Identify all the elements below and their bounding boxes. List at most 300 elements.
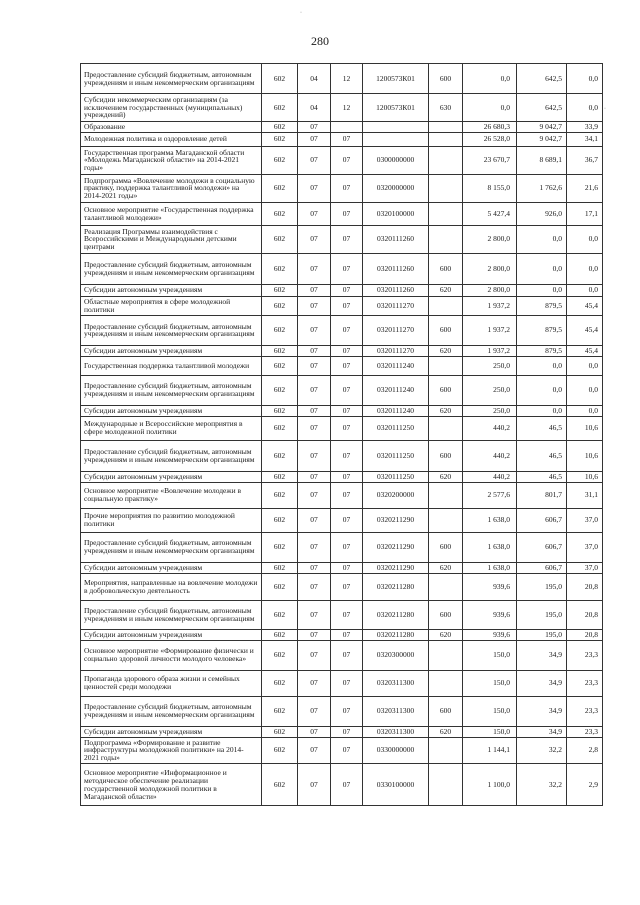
cell-section: 07 (298, 471, 331, 482)
cell-subsection: 07 (331, 471, 363, 482)
table-row (81, 122, 603, 133)
cell-section: 07 (298, 253, 331, 284)
cell-col2: 34,9 (517, 640, 567, 670)
cell-target: 0320211280 (363, 600, 429, 629)
cell-target: 0320111250 (363, 416, 429, 440)
cell-section: 04 (298, 94, 331, 122)
cell-section: 07 (298, 508, 331, 532)
page-number: 280 (311, 34, 329, 48)
cell-section: 07 (298, 405, 331, 416)
cell-col2: 606,7 (517, 562, 567, 573)
cell-expense-type (429, 146, 463, 174)
cell-col1: 150,0 (463, 726, 517, 737)
cell-col2: 34,9 (517, 670, 567, 696)
cell-col1: 26 528,0 (463, 132, 517, 146)
table-row (81, 737, 603, 764)
cell-subsection: 07 (331, 764, 363, 806)
cell-target: 0320211280 (363, 573, 429, 600)
cell-col3: 0,0 (567, 405, 603, 416)
cell-col3: 10,6 (567, 440, 603, 471)
cell-ministry: 602 (262, 696, 298, 726)
cell-col1: 1 100,0 (463, 764, 517, 806)
cell-subsection: 07 (331, 202, 363, 225)
cell-subsection: 07 (331, 132, 363, 146)
table-row (81, 284, 603, 296)
cell-expense-type (429, 225, 463, 253)
cell-subsection: 07 (331, 600, 363, 629)
cell-col3: 23,3 (567, 670, 603, 696)
cell-target: 0320111250 (363, 440, 429, 471)
cell-col2: 46,5 (517, 440, 567, 471)
cell-expense-type (429, 737, 463, 764)
cell-name: Государственная программа Магаданской области «Молодежь Магаданской области» на 2014-2021 годы» (81, 146, 262, 174)
cell-ministry: 602 (262, 471, 298, 482)
cell-section: 07 (298, 482, 331, 508)
cell-name: Субсидии автономным учреждениям (81, 562, 262, 573)
cell-expense-type (429, 640, 463, 670)
cell-subsection: 07 (331, 174, 363, 202)
cell-expense-type: 600 (429, 253, 463, 284)
cell-target: 1200573К01 (363, 64, 429, 94)
cell-col1: 8 155,0 (463, 174, 517, 202)
cell-name: Субсидии некоммерческим организациям (за исключением государственных (муниципальных) учреждений) (81, 94, 262, 122)
table-row (81, 482, 603, 508)
table-row (81, 696, 603, 726)
cell-name: Предоставление субсидий бюджетным, автономным учреждениям и иным некоммерческим организациям (81, 440, 262, 471)
table-row (81, 600, 603, 629)
cell-ministry: 602 (262, 225, 298, 253)
cell-col2: 195,0 (517, 629, 567, 640)
cell-col2: 642,5 (517, 64, 567, 94)
cell-col1: 440,2 (463, 440, 517, 471)
cell-subsection: 07 (331, 508, 363, 532)
cell-name: Предоставление субсидий бюджетным, автономным учреждениям и иным некоммерческим организациям (81, 315, 262, 345)
cell-col2: 46,5 (517, 416, 567, 440)
cell-section: 07 (298, 174, 331, 202)
cell-col2: 34,9 (517, 726, 567, 737)
cell-col3: 0,0 (567, 64, 603, 94)
cell-col2: 46,5 (517, 471, 567, 482)
cell-expense-type (429, 296, 463, 315)
cell-ministry: 602 (262, 482, 298, 508)
cell-col1: 26 680,3 (463, 122, 517, 133)
table-row (81, 405, 603, 416)
cell-expense-type: 600 (429, 532, 463, 562)
cell-section: 07 (298, 345, 331, 356)
cell-name: Субсидии автономным учреждениям (81, 284, 262, 296)
cell-name: Предоставление субсидий бюджетным, автономным учреждениям и иным некоммерческим организациям (81, 696, 262, 726)
cell-col2: 0,0 (517, 225, 567, 253)
table-row (81, 202, 603, 225)
cell-name: Реализация Программы взаимодействия с Всероссийскими и Международными детскими центрами (81, 225, 262, 253)
cell-target: 0320111250 (363, 471, 429, 482)
cell-target: 0320311300 (363, 670, 429, 696)
cell-col3: 0,0 (567, 356, 603, 375)
cell-section: 07 (298, 416, 331, 440)
cell-target: 0320211290 (363, 562, 429, 573)
cell-name: Предоставление субсидий бюджетным, автономным учреждениям и иным некоммерческим организациям (81, 375, 262, 405)
cell-section: 07 (298, 356, 331, 375)
cell-col1: 250,0 (463, 356, 517, 375)
cell-ministry: 602 (262, 416, 298, 440)
cell-ministry: 602 (262, 315, 298, 345)
cell-section: 07 (298, 532, 331, 562)
cell-col2: 34,9 (517, 696, 567, 726)
cell-col3: 45,4 (567, 345, 603, 356)
cell-col2: 926,0 (517, 202, 567, 225)
cell-section: 07 (298, 600, 331, 629)
table-row (81, 253, 603, 284)
cell-col3: 34,1 (567, 132, 603, 146)
cell-target: 0330000000 (363, 737, 429, 764)
budget-table (80, 63, 603, 806)
cell-name: Государственная поддержка талантливой молодежи (81, 356, 262, 375)
cell-target: 0320211290 (363, 532, 429, 562)
table-row (81, 94, 603, 122)
cell-col3: 20,8 (567, 600, 603, 629)
cell-subsection: 07 (331, 726, 363, 737)
cell-subsection: 07 (331, 296, 363, 315)
cell-name: Образование (81, 122, 262, 133)
cell-name: Предоставление субсидий бюджетным, автономным учреждениям и иным некоммерческим организациям (81, 532, 262, 562)
cell-col1: 1 144,1 (463, 737, 517, 764)
cell-ministry: 602 (262, 726, 298, 737)
cell-col3: 21,6 (567, 174, 603, 202)
cell-target: 0320111240 (363, 405, 429, 416)
table-row (81, 508, 603, 532)
cell-section: 07 (298, 764, 331, 806)
cell-ministry: 602 (262, 375, 298, 405)
cell-col1: 1 638,0 (463, 532, 517, 562)
cell-target: 0320311300 (363, 696, 429, 726)
cell-target: 1200573К01 (363, 94, 429, 122)
cell-ministry: 602 (262, 440, 298, 471)
cell-section: 07 (298, 562, 331, 573)
cell-subsection: 07 (331, 696, 363, 726)
cell-col3: 45,4 (567, 315, 603, 345)
cell-col2: 0,0 (517, 284, 567, 296)
cell-subsection: 07 (331, 640, 363, 670)
table-row (81, 345, 603, 356)
table-row (81, 64, 603, 94)
cell-expense-type: 600 (429, 696, 463, 726)
cell-expense-type: 620 (429, 562, 463, 573)
cell-target: 0300000000 (363, 146, 429, 174)
cell-col2: 195,0 (517, 600, 567, 629)
cell-col2: 879,5 (517, 345, 567, 356)
cell-subsection: 07 (331, 284, 363, 296)
table-row (81, 471, 603, 482)
cell-ministry: 602 (262, 94, 298, 122)
cell-ministry: 602 (262, 253, 298, 284)
table-row (81, 726, 603, 737)
cell-ministry: 602 (262, 573, 298, 600)
cell-section: 07 (298, 284, 331, 296)
cell-name: Предоставление субсидий бюджетным, автономным учреждениям и иным некоммерческим организациям (81, 253, 262, 284)
cell-ministry: 602 (262, 532, 298, 562)
cell-target: 0320200000 (363, 482, 429, 508)
cell-ministry: 602 (262, 670, 298, 696)
cell-ministry: 602 (262, 508, 298, 532)
cell-expense-type: 600 (429, 64, 463, 94)
cell-target: 0320311300 (363, 726, 429, 737)
cell-expense-type (429, 508, 463, 532)
cell-col3: 37,0 (567, 532, 603, 562)
cell-target: 0320000000 (363, 174, 429, 202)
cell-col2: 606,7 (517, 532, 567, 562)
cell-col1: 1 638,0 (463, 508, 517, 532)
cell-expense-type (429, 573, 463, 600)
cell-col2: 879,5 (517, 315, 567, 345)
cell-col1: 939,6 (463, 573, 517, 600)
cell-ministry: 602 (262, 562, 298, 573)
cell-expense-type: 620 (429, 284, 463, 296)
table-row (81, 146, 603, 174)
table-row (81, 764, 603, 806)
cell-expense-type: 620 (429, 345, 463, 356)
table-row (81, 670, 603, 696)
cell-expense-type (429, 416, 463, 440)
cell-col1: 1 937,2 (463, 296, 517, 315)
cell-subsection: 07 (331, 562, 363, 573)
cell-col3: 17,1 (567, 202, 603, 225)
table-body (81, 64, 603, 806)
cell-col1: 2 800,0 (463, 225, 517, 253)
cell-section: 07 (298, 202, 331, 225)
cell-col3: 0,0 (567, 253, 603, 284)
cell-col1: 1 937,2 (463, 345, 517, 356)
cell-subsection: 12 (331, 64, 363, 94)
cell-subsection: 07 (331, 253, 363, 284)
cell-ministry: 602 (262, 345, 298, 356)
cell-col2: 32,2 (517, 737, 567, 764)
cell-section: 07 (298, 146, 331, 174)
cell-col3: 2,8 (567, 737, 603, 764)
table-row (81, 440, 603, 471)
cell-col2: 606,7 (517, 508, 567, 532)
cell-col3: 23,3 (567, 640, 603, 670)
cell-target: 0320211290 (363, 508, 429, 532)
cell-col3: 37,0 (567, 508, 603, 532)
cell-col3: 45,4 (567, 296, 603, 315)
cell-col1: 939,6 (463, 629, 517, 640)
cell-subsection: 07 (331, 573, 363, 600)
cell-name: Прочие мероприятия по развитию молодежной политики (81, 508, 262, 532)
cell-name: Молодежная политика и оздоровление детей (81, 132, 262, 146)
cell-col1: 0,0 (463, 64, 517, 94)
cell-subsection: 07 (331, 629, 363, 640)
cell-expense-type: 600 (429, 315, 463, 345)
cell-name: Пропаганда здорового образа жизни и семейных ценностей среди молодежи (81, 670, 262, 696)
cell-col3: 10,6 (567, 471, 603, 482)
cell-col1: 5 427,4 (463, 202, 517, 225)
cell-ministry: 602 (262, 296, 298, 315)
cell-ministry: 602 (262, 202, 298, 225)
table-row (81, 629, 603, 640)
cell-section: 07 (298, 375, 331, 405)
cell-ministry: 602 (262, 737, 298, 764)
cell-name: Субсидии автономным учреждениям (81, 471, 262, 482)
cell-col2: 0,0 (517, 375, 567, 405)
cell-target: 0320100000 (363, 202, 429, 225)
cell-subsection (331, 122, 363, 133)
cell-expense-type (429, 122, 463, 133)
cell-col2: 1 762,6 (517, 174, 567, 202)
cell-target: 0320111270 (363, 345, 429, 356)
cell-col3: 2,9 (567, 764, 603, 806)
cell-name: Основное мероприятие «Вовлечение молодежи в социальную практику» (81, 482, 262, 508)
cell-col1: 2 800,0 (463, 284, 517, 296)
cell-col1: 250,0 (463, 375, 517, 405)
cell-section: 07 (298, 573, 331, 600)
cell-name: Предоставление субсидий бюджетным, автономным учреждениям и иным некоммерческим организациям (81, 64, 262, 94)
cell-section: 07 (298, 696, 331, 726)
cell-expense-type: 600 (429, 440, 463, 471)
cell-expense-type: 620 (429, 629, 463, 640)
cell-section: 07 (298, 225, 331, 253)
cell-col2: 0,0 (517, 253, 567, 284)
cell-target: 0320111260 (363, 284, 429, 296)
cell-ministry: 602 (262, 64, 298, 94)
cell-subsection: 07 (331, 225, 363, 253)
cell-expense-type: 620 (429, 726, 463, 737)
cell-col1: 2 800,0 (463, 253, 517, 284)
cell-target: 0320111270 (363, 315, 429, 345)
cell-target: 0330100000 (363, 764, 429, 806)
cell-name: Основное мероприятие «Информационное и методическое обеспечение реализации государственной молодежной политики в Магаданской области» (81, 764, 262, 806)
cell-col2: 801,7 (517, 482, 567, 508)
cell-col3: 20,8 (567, 573, 603, 600)
cell-subsection: 07 (331, 532, 363, 562)
cell-section: 07 (298, 640, 331, 670)
cell-name: Субсидии автономным учреждениям (81, 405, 262, 416)
cell-section: 07 (298, 737, 331, 764)
cell-ministry: 602 (262, 146, 298, 174)
cell-col3: 10,6 (567, 416, 603, 440)
cell-subsection: 07 (331, 315, 363, 345)
cell-expense-type: 630 (429, 94, 463, 122)
cell-name: Субсидии автономным учреждениям (81, 629, 262, 640)
cell-target: 0320111270 (363, 296, 429, 315)
cell-col1: 250,0 (463, 405, 517, 416)
cell-target (363, 132, 429, 146)
cell-subsection: 07 (331, 440, 363, 471)
cell-section: 07 (298, 629, 331, 640)
table-row (81, 356, 603, 375)
cell-col1: 939,6 (463, 600, 517, 629)
cell-col1: 150,0 (463, 696, 517, 726)
cell-col2: 879,5 (517, 296, 567, 315)
cell-col1: 1 638,0 (463, 562, 517, 573)
table-row (81, 640, 603, 670)
cell-col1: 1 937,2 (463, 315, 517, 345)
cell-col1: 150,0 (463, 640, 517, 670)
cell-expense-type (429, 174, 463, 202)
cell-ministry: 602 (262, 764, 298, 806)
cell-name: Международные и Всероссийские мероприятия в сфере молодежной политики (81, 416, 262, 440)
cell-subsection: 07 (331, 356, 363, 375)
cell-target: 0320111240 (363, 375, 429, 405)
cell-name: Основное мероприятие «Формирование физически и социально здоровой личности молодого человека» (81, 640, 262, 670)
cell-col3: 0,0 (567, 225, 603, 253)
cell-col1: 2 577,6 (463, 482, 517, 508)
cell-name: Предоставление субсидий бюджетным, автономным учреждениям и иным некоммерческим организациям (81, 600, 262, 629)
cell-subsection: 12 (331, 94, 363, 122)
table-row (81, 174, 603, 202)
cell-col2: 195,0 (517, 573, 567, 600)
cell-ministry: 602 (262, 600, 298, 629)
cell-section: 07 (298, 315, 331, 345)
cell-name: Субсидии автономным учреждениям (81, 726, 262, 737)
cell-section: 07 (298, 122, 331, 133)
cell-col3: 37,0 (567, 562, 603, 573)
cell-col1: 150,0 (463, 670, 517, 696)
cell-target (363, 122, 429, 133)
cell-ministry: 602 (262, 640, 298, 670)
cell-col3: 23,3 (567, 696, 603, 726)
cell-section: 07 (298, 440, 331, 471)
cell-col2: 0,0 (517, 356, 567, 375)
cell-subsection: 07 (331, 482, 363, 508)
cell-col1: 440,2 (463, 471, 517, 482)
cell-subsection: 07 (331, 670, 363, 696)
cell-col2: 32,2 (517, 764, 567, 806)
cell-section: 07 (298, 726, 331, 737)
cell-target: 0320211280 (363, 629, 429, 640)
cell-expense-type: 600 (429, 375, 463, 405)
cell-subsection: 07 (331, 375, 363, 405)
cell-ministry: 602 (262, 629, 298, 640)
cell-expense-type (429, 202, 463, 225)
cell-col3: 0,0 (567, 284, 603, 296)
cell-subsection: 07 (331, 146, 363, 174)
cell-target: 0320111260 (363, 253, 429, 284)
cell-ministry: 602 (262, 356, 298, 375)
table-row (81, 132, 603, 146)
cell-target: 0320111260 (363, 225, 429, 253)
cell-name: Мероприятия, направленные на вовлечение молодежи в добровольческую деятельность (81, 573, 262, 600)
scan-speck: · (604, 106, 606, 112)
cell-ministry: 602 (262, 122, 298, 133)
table-row (81, 562, 603, 573)
cell-subsection: 07 (331, 737, 363, 764)
cell-col1: 0,0 (463, 94, 517, 122)
cell-ministry: 602 (262, 174, 298, 202)
cell-expense-type: 620 (429, 471, 463, 482)
cell-col3: 31,1 (567, 482, 603, 508)
cell-col3: 0,0 (567, 94, 603, 122)
table-row (81, 573, 603, 600)
cell-section: 07 (298, 296, 331, 315)
cell-expense-type (429, 132, 463, 146)
cell-name: Подпрограмма «Формирование и развитие инфраструктуры молодежной политики» на 2014-2021 годы» (81, 737, 262, 764)
cell-section: 07 (298, 670, 331, 696)
cell-col2: 8 689,1 (517, 146, 567, 174)
cell-col3: 20,8 (567, 629, 603, 640)
cell-section: 04 (298, 64, 331, 94)
cell-col2: 9 042,7 (517, 122, 567, 133)
table-row (81, 225, 603, 253)
cell-col1: 440,2 (463, 416, 517, 440)
cell-subsection: 07 (331, 416, 363, 440)
table-row (81, 315, 603, 345)
cell-section: 07 (298, 132, 331, 146)
cell-expense-type (429, 764, 463, 806)
table-row (81, 532, 603, 562)
cell-subsection: 07 (331, 345, 363, 356)
cell-col1: 23 670,7 (463, 146, 517, 174)
table-row (81, 416, 603, 440)
